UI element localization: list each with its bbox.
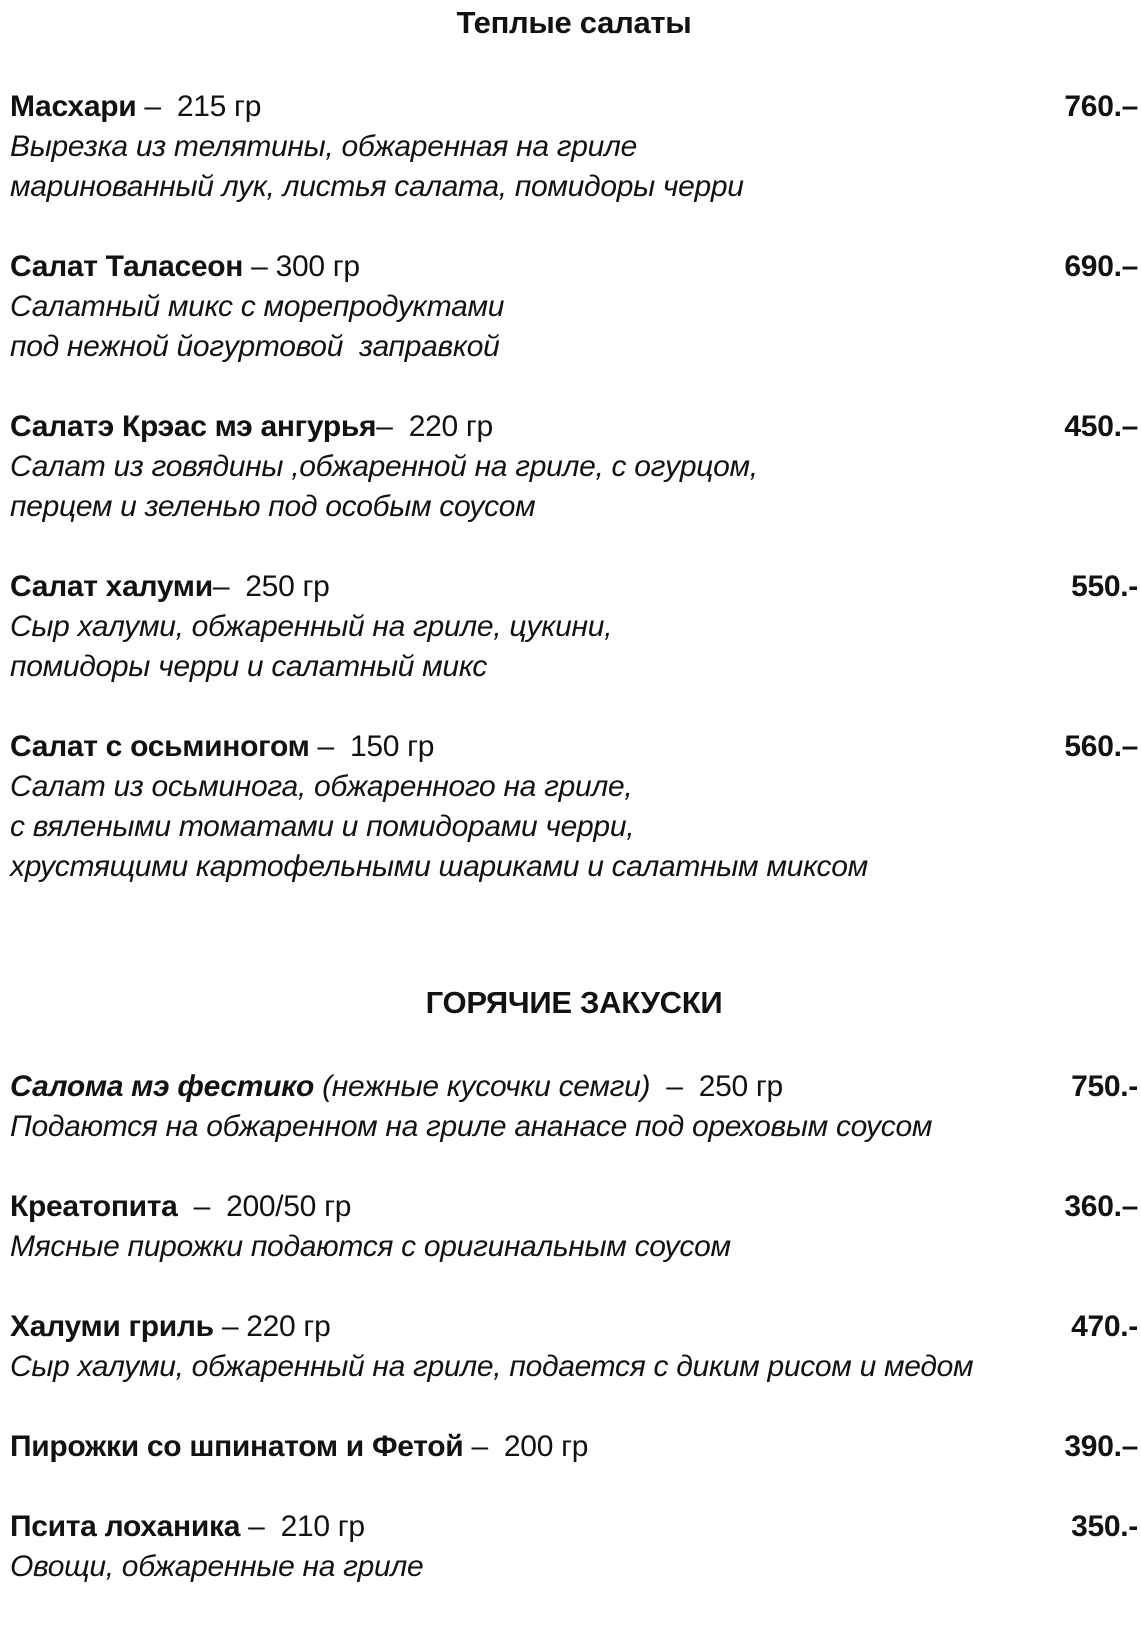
item-price: 690.– [1064,250,1138,283]
menu [10,5,1138,1587]
item-description [10,1347,1138,1387]
item-portion-size: – 210 гр [240,1510,365,1543]
menu-item-row [10,1187,1138,1227]
menu-item-title [10,87,261,127]
item-description-line: Салат из говядины ,обжаренной на гриле, с огурцом, [10,450,758,483]
item-name: Салома мэ фестико [10,1070,315,1103]
menu-item [10,407,1138,527]
menu-item-title [10,1187,351,1227]
item-price: 750.- [1071,1070,1138,1103]
menu-item [10,567,1138,687]
item-description-line: с вялеными томатами и помидорами черри, [10,810,635,843]
item-portion-size: – 215 гр [136,90,262,123]
item-price: 450.– [1064,410,1138,443]
item-portion-size: – 150 гр [309,730,435,763]
item-name: Креатопита [10,1190,178,1223]
menu-item-row [10,1427,1138,1467]
menu-item [10,1427,1138,1467]
item-name: Псита лоханика [10,1510,241,1543]
menu-item-title [10,407,493,447]
item-price: 550.- [1071,570,1138,603]
item-price: 390.– [1064,1430,1138,1463]
item-portion-size: – 220 гр [376,410,493,443]
menu-item [10,1187,1138,1267]
item-portion-size: – 200/50 гр [177,1190,352,1223]
item-description-line: маринованный лук, листья салата, помидоры черри [10,170,744,203]
item-description-line: Салатный микс с морепродуктами [10,290,505,323]
item-description [10,287,1138,367]
item-portion-size: – 300 гр [243,250,360,283]
item-description [10,767,1138,887]
menu-item [10,247,1138,367]
menu-item-title [10,1307,330,1347]
section-title: ГОРЯЧИЕ ЗАКУСКИ [425,985,723,1020]
item-description-line: под нежной йогуртовой заправкой [10,330,500,363]
item-price: 350.- [1071,1510,1138,1543]
item-portion-size: – 220 гр [213,1310,331,1343]
menu-item-row [10,247,1138,287]
menu-item-row [10,727,1138,767]
item-description-line: Салат из осьминога, обжаренного на гриле, [10,770,633,803]
item-description [10,1227,1138,1267]
item-portion-size: – 250 гр [212,570,330,603]
menu-section [10,5,1138,887]
item-name: Пирожки со шпинатом и Фетой [10,1430,464,1463]
item-description [10,607,1138,687]
item-name: Салат с осьминогом [10,730,310,763]
item-description [10,127,1138,207]
menu-item-row [10,1307,1138,1347]
menu-item-row [10,87,1138,127]
item-description-line: Мясные пирожки подаются с оригинальным соусом [10,1230,731,1263]
item-name: Салат Таласеон [10,250,244,283]
item-description-line: помидоры черри и салатный микс [10,650,488,683]
menu-item-title [10,727,434,767]
menu-item [10,727,1138,887]
menu-item-title [10,1507,365,1547]
item-description [10,1547,1138,1587]
section-title: Теплые салаты [456,5,692,40]
menu-section [10,985,1138,1587]
menu-item-title [10,1067,783,1107]
section-item-list [10,1067,1138,1587]
item-price: 760.– [1064,90,1138,123]
menu-item-title [10,567,330,607]
item-portion-size: – 250 гр [650,1070,783,1103]
section-item-list [10,87,1138,887]
item-description-line: хрустящими картофельными шариками и салатным миксом [10,850,868,883]
item-description-line: Вырезка из телятины, обжаренная на гриле [10,130,638,163]
menu-item-title [10,1427,588,1467]
item-name: Масхари [10,90,137,123]
menu-item [10,1067,1138,1147]
item-price: 470.- [1071,1310,1138,1343]
item-name: Халуми гриль [10,1310,214,1343]
menu-item-row [10,1067,1138,1107]
menu-item-row [10,1507,1138,1547]
menu-item-title [10,247,360,287]
menu-item-row [10,567,1138,607]
item-description-line: перцем и зеленью под особым соусом [10,490,536,523]
item-note: (нежные кусочки семги) [314,1070,651,1103]
item-description-line: Овощи, обжаренные на гриле [10,1550,424,1583]
menu-item [10,1507,1138,1587]
item-description-line: Сыр халуми, обжаренный на гриле, цукини, [10,610,613,643]
item-description-line: Сыр халуми, обжаренный на гриле, подается с диким рисом и медом [10,1350,974,1383]
item-portion-size: – 200 гр [463,1430,589,1463]
menu-item [10,1307,1138,1387]
menu-item-row [10,407,1138,447]
item-description [10,447,1138,527]
item-price: 560.– [1064,730,1138,763]
item-description-line: Подаются на обжаренном на гриле ананасе под ореховым соусом [10,1110,933,1143]
item-name: Салат халуми [10,570,213,603]
item-name: Салатэ Крэас мэ ангурья [10,410,377,443]
item-price: 360.– [1064,1190,1138,1223]
menu-item [10,87,1138,207]
item-description [10,1107,1138,1147]
